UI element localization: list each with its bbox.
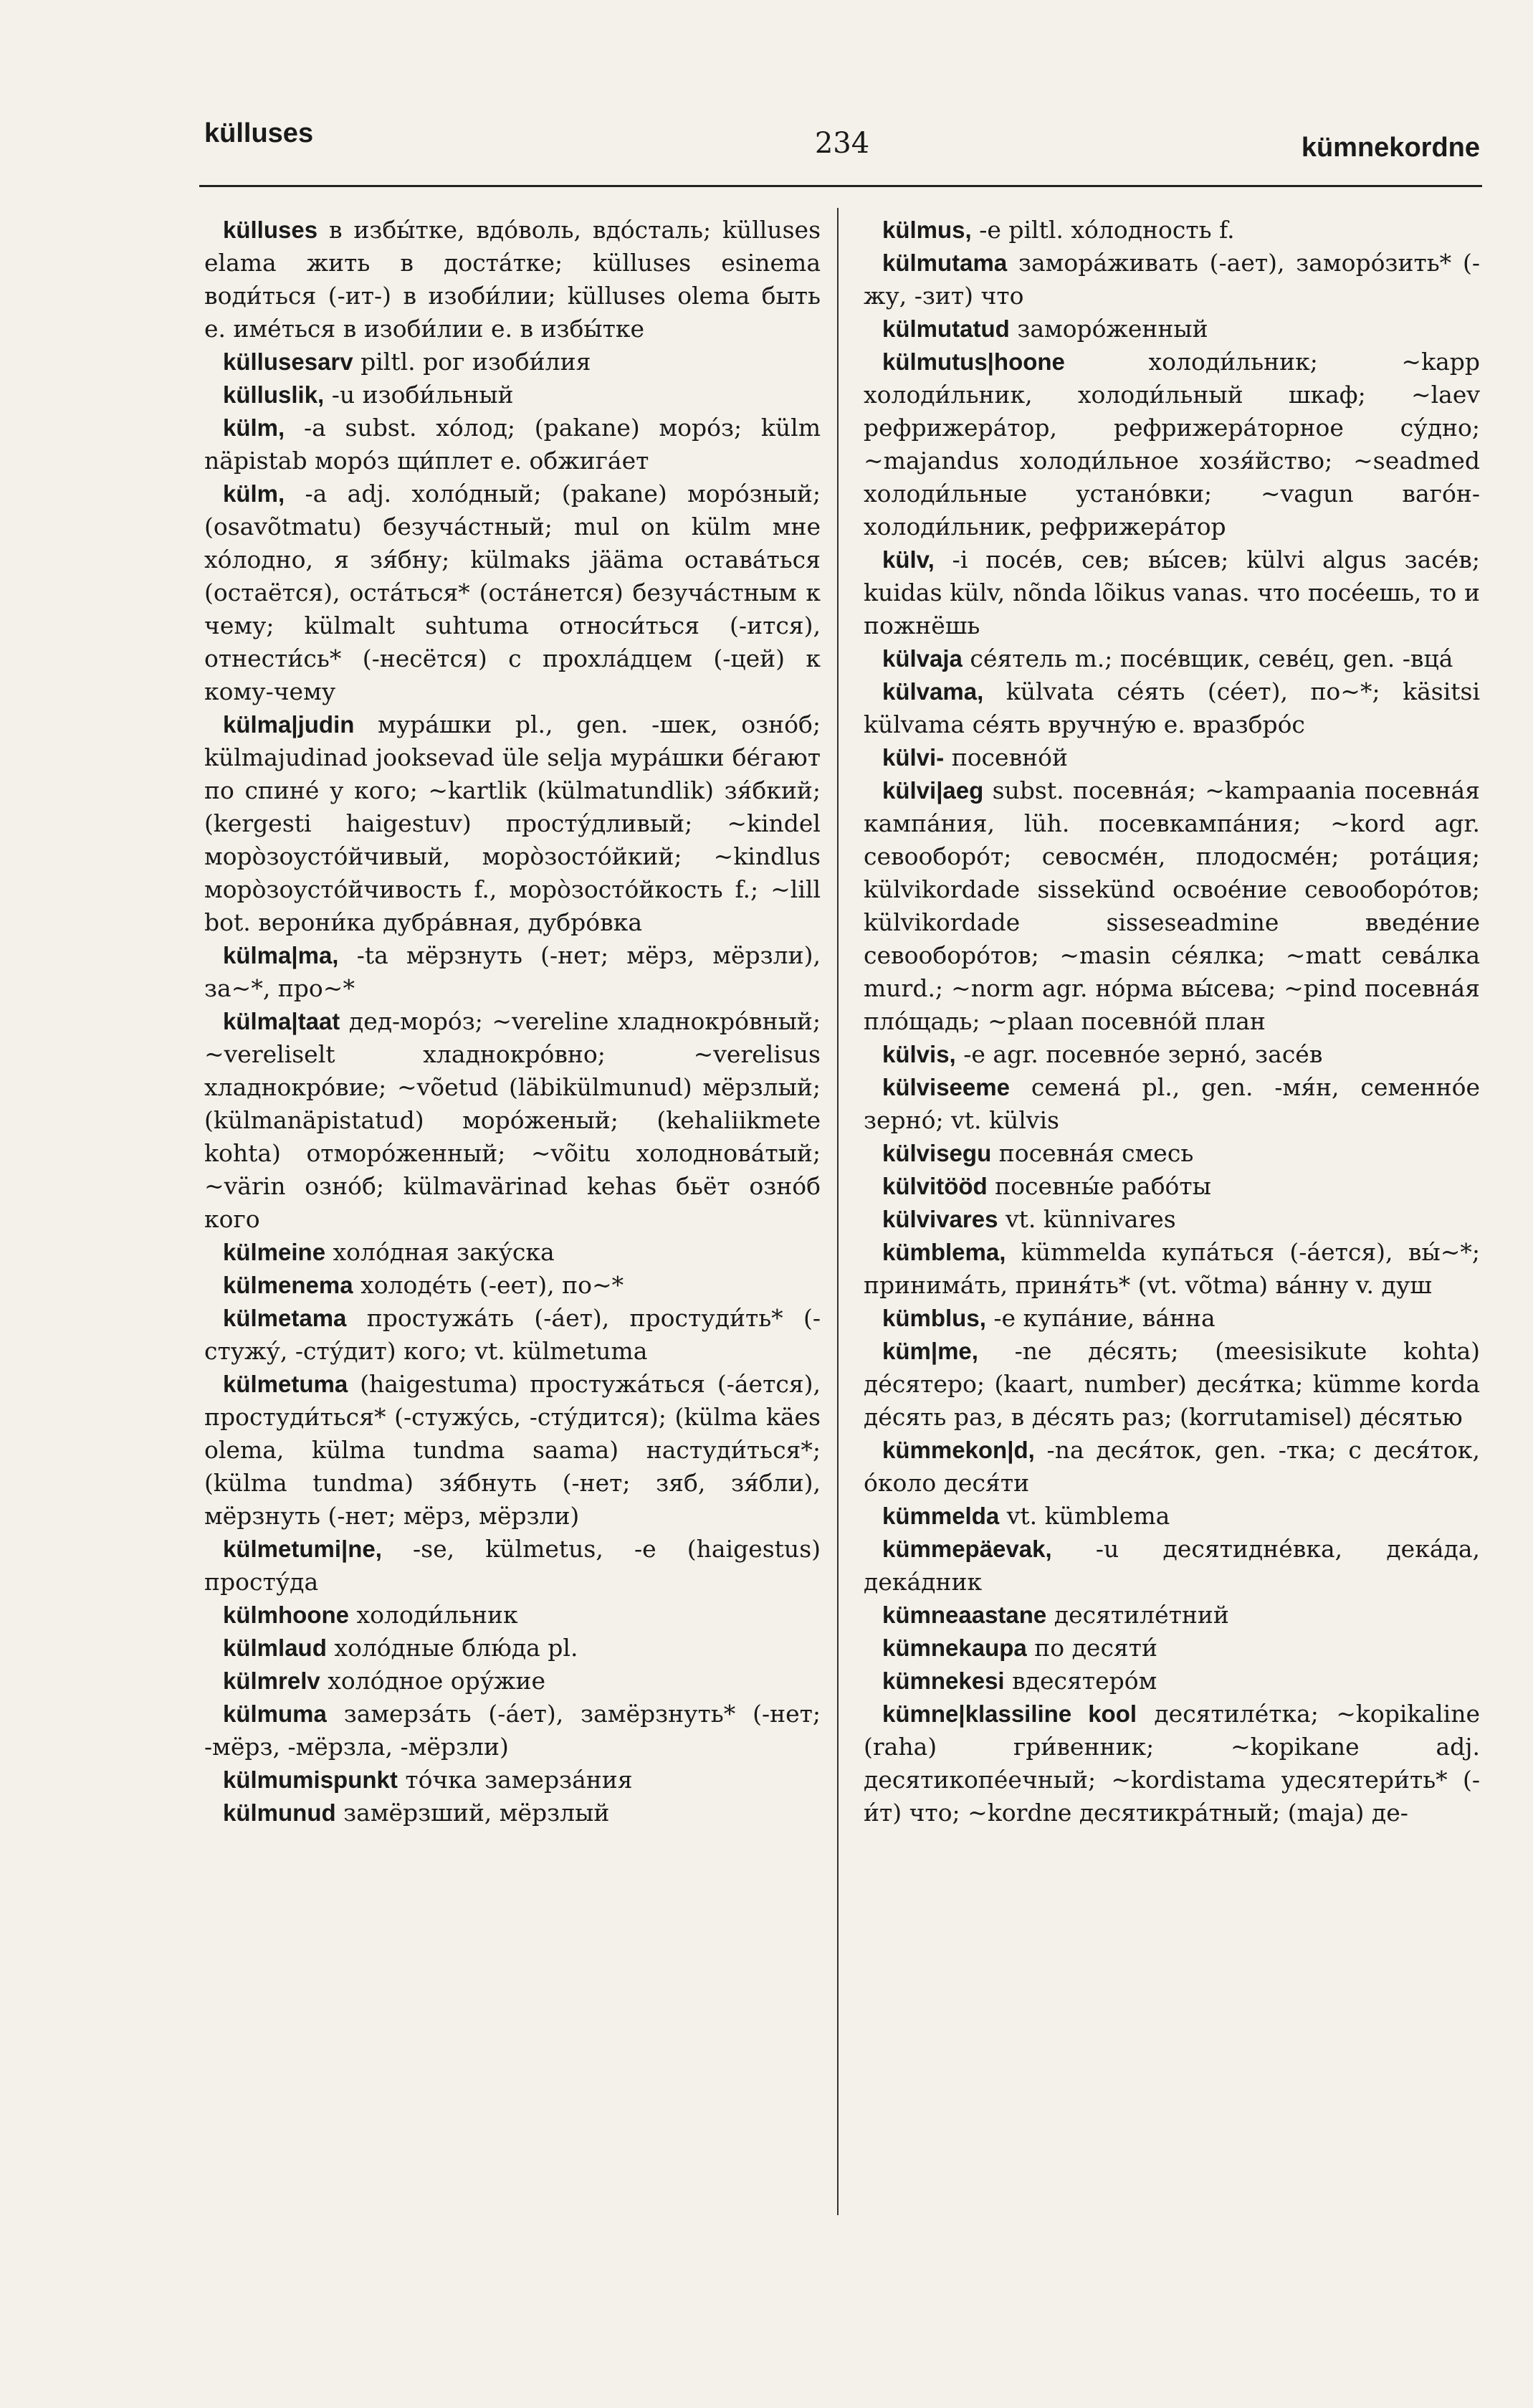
entry-headword: kümblema, (882, 1239, 1006, 1265)
entry-headword: külviseeme (882, 1074, 1010, 1100)
entry-headword: kümblus, (882, 1305, 986, 1331)
entry-headword: kümne|klassiline kool (882, 1700, 1137, 1727)
entry-definition: külvata се́ять (се́ет), по~*; käsitsi külvama се́ять вручну́ю e. вразбро́с (864, 677, 1480, 738)
dictionary-entry (864, 1236, 1480, 1302)
dictionary-entry (864, 1500, 1480, 1533)
entry-definition: замерза́ть (-а́ет), замёрзнуть* (-нет; -мёрз, -мёрзла, -мёрзли) (204, 1700, 821, 1761)
entry-headword: külmutama (882, 249, 1008, 276)
entry-headword: külma|judin (223, 711, 355, 738)
entry-headword: külmetumi|ne, (223, 1536, 382, 1562)
dictionary-entry (864, 675, 1480, 741)
dictionary-entry (204, 214, 821, 346)
dictionary-entry (864, 741, 1480, 774)
entry-headword: külv, (882, 546, 935, 573)
entry-definition: -e купа́ние, ва́нна (985, 1304, 1216, 1332)
header-left-guide-word: külluses (204, 118, 314, 148)
entry-headword: külvivares (882, 1206, 998, 1232)
entry-definition: посевна́я смесь (991, 1139, 1194, 1167)
entry-definition: -u изоби́льный (324, 381, 514, 409)
dictionary-entry (204, 477, 821, 708)
entry-definition: посевны́е рабо́ты (987, 1172, 1211, 1200)
entry-headword: kümmekon|d, (882, 1437, 1035, 1463)
entry-headword: külmetuma (223, 1371, 348, 1397)
dictionary-entry (204, 1533, 821, 1599)
dictionary-entry (864, 1170, 1480, 1203)
entry-headword: külvi|aeg (882, 777, 984, 804)
entry-headword: külma|taat (223, 1008, 340, 1034)
entry-definition: subst. посевна́я; ~kampaania посевна́я кампа́ния, lüh. посевкампа́ния; ~kord agr. севооборо́т; севосме́н, плодосме́н; рота́ция; külvikordade sissekünd освое́ние севооборо́тов; külvikordade sisseseadmine введе́ние севооборо́тов; ~masin се́ялка; ~matt сева́лка murd.; ~norm agr. но́рма вы́сева; ~pind посевна́я пло́щадь; ~plaan посевно́й план (864, 776, 1480, 1035)
entry-definition: десятиле́тний (1046, 1601, 1229, 1629)
entry-definition: заморо́женный (1009, 315, 1208, 343)
entry-headword: külvisegu (882, 1140, 992, 1166)
dictionary-entry (204, 346, 821, 379)
entry-definition: по десяти́ (1026, 1634, 1157, 1662)
entry-definition: замёрзший, мёрзлый (335, 1799, 610, 1827)
entry-definition: се́ятель m.; посе́вщик, севе́ц, gen. -вца́ (962, 644, 1453, 672)
dictionary-entry (204, 379, 821, 411)
entry-definition: -ta мёрзнуть (-нет; мёрз, мёрзли), за~*, про~* (204, 941, 821, 1002)
dictionary-entry (864, 346, 1480, 543)
entry-headword: külma|ma, (223, 942, 339, 969)
dictionary-entry (864, 1599, 1480, 1632)
running-header (204, 118, 1480, 168)
dictionary-entry (864, 1533, 1480, 1599)
dictionary-entry (204, 1269, 821, 1302)
dictionary-entry (204, 1665, 821, 1698)
entry-definition: простужа́ть (-а́ет), простуди́ть* (-стужу́, -сту́дит) кого; vt. külmetuma (204, 1304, 821, 1365)
dictionary-entry (204, 708, 821, 939)
entry-headword: külmunud (223, 1799, 336, 1826)
dictionary-entry (204, 1005, 821, 1236)
dictionary-entry (204, 1632, 821, 1665)
entry-definition: kümmelda купа́ться (-а́ется), вы́~*; принима́ть, приня́ть* (vt. võtma) ва́нну v. душ (864, 1238, 1480, 1299)
dictionary-entry (864, 1665, 1480, 1698)
dictionary-entry (864, 543, 1480, 642)
entry-definition: холоде́ть (-еет), по~* (353, 1271, 624, 1299)
dictionary-entry (864, 1302, 1480, 1335)
entry-definition: холоди́льник (349, 1601, 518, 1629)
entry-headword: külvis, (882, 1041, 956, 1067)
entry-definition: -ne де́сять; (meesisikute kohta) де́сятеро; (kaart, number) деся́тка; kümme korda де́сять раз, в де́сять раз; (korrutamisel) де́сятью (864, 1337, 1480, 1431)
dictionary-entry (204, 1797, 821, 1829)
entry-definition: замора́живать (-ает), заморо́зить* (-жу, -зит) что (864, 249, 1480, 310)
entry-headword: külmutus|hoone (882, 348, 1065, 375)
right-column (864, 214, 1480, 1829)
entry-headword: külmutatud (882, 315, 1010, 342)
entry-definition: холо́дные блю́да pl. (326, 1634, 578, 1662)
entry-definition: -i посе́в, сев; вы́сев; külvi algus засе́в; kuidas külv, nõnda lõikus vanas. что посе́ешь, то и пожнёшь (864, 546, 1480, 639)
entry-definition: десятиле́тка; ~kopikaline (raha) гри́венник; ~kopikane adj. десятикопе́ечный; ~kordistama удесятери́ть* (-и́т) что; ~kordne десятикра́тный; (maja) де- (864, 1700, 1480, 1827)
entry-definition: -a subst. хо́лод; (pakane) моро́з; külm näpistab моро́з щи́плет e. обжига́ет (204, 414, 821, 475)
dictionary-entry (204, 1764, 821, 1797)
column-divider (837, 208, 839, 2215)
entry-headword: kümnekaupa (882, 1634, 1027, 1661)
entry-definition: в избы́тке, вдо́воль, вдо́сталь; külluses elama жить в доста́тке; külluses esinema води́ться (-ит-) в изоби́лии; külluses olema быть e. име́ться в изоби́лии e. в избы́тке (204, 216, 821, 343)
entry-headword: külmlaud (223, 1634, 327, 1661)
entry-definition: (haigestuma) простужа́ться (-а́ется), простуди́ться* (-стужу́сь, -сту́дится); (külma käes olema, külma tundma saama) настуди́ться*; (külma tundma) зя́бнуть (-нет; зяб, зя́бли), мёрзнуть (-нет; мёрз, мёрзли) (204, 1370, 821, 1530)
entry-definition: -a adj. холо́дный; (pakane) моро́зный; (osavõtmatu) безуча́стный; mul on külm мне хо́лодно, я зя́бну; külmaks jääma остава́ться (остаётся), оста́ться* (оста́нется) безуча́стным к чему; külmalt suhtuma относи́ться (-ится), отнести́сь* (-несётся) с прохла́дцем (-цей) к кому-чему (204, 480, 821, 705)
entry-headword: kümmepäevak, (882, 1536, 1052, 1562)
entry-definition: -na деся́ток, gen. -тка; с деся́ток, о́коло деся́ти (864, 1436, 1480, 1497)
entry-headword: külmhoone (223, 1602, 350, 1628)
entry-definition: piltl. рог изоби́лия (353, 348, 591, 376)
entry-definition: холо́дная заку́ска (325, 1238, 555, 1266)
dictionary-entry (204, 411, 821, 477)
dictionary-entry (204, 1599, 821, 1632)
entry-headword: külmetama (223, 1305, 347, 1331)
dictionary-entry (204, 939, 821, 1005)
dictionary-entry (864, 1137, 1480, 1170)
entry-headword: külmus, (882, 216, 972, 243)
dictionary-entry (204, 1698, 821, 1764)
dictionary-entry (864, 1203, 1480, 1236)
entry-definition: холо́дное ору́жие (320, 1667, 546, 1695)
entry-definition: -e agr. посевно́е зерно́, засе́в (955, 1040, 1323, 1068)
entry-headword: külmuma (223, 1700, 327, 1727)
entry-headword: kümneaastane (882, 1602, 1047, 1628)
entry-definition: -se, külmetus, -e (haigestus) просту́да (204, 1535, 821, 1596)
entry-headword: külvama, (882, 678, 984, 705)
entry-definition: вдесятеро́м (1004, 1667, 1157, 1695)
dictionary-entry (864, 214, 1480, 247)
entry-definition: -u десятидне́вка, дека́да, дека́дник (864, 1535, 1480, 1596)
entry-definition: семена́ pl., gen. -мя́н, семенно́е зерно́; vt. külvis (864, 1073, 1480, 1134)
dictionary-entry (864, 247, 1480, 313)
entry-headword: külm, (223, 480, 285, 507)
dictionary-entry (864, 774, 1480, 1038)
entry-headword: külvaja (882, 645, 963, 672)
dictionary-entry (204, 1236, 821, 1269)
dictionary-entry (204, 1368, 821, 1533)
entry-headword: külm, (223, 414, 285, 441)
entry-definition: мура́шки pl., gen. -шек, озно́б; külmajudinad jooksevad üle selja мура́шки бе́гают по спине́ у кого; ~kartlik (külmatundlik) зя́бкий; (kergesti haigestuv) просту́дливый; ~kindel моро̀зоусто́йчивый, моро̀зосто́йкий; ~kindlus моро̀зоусто́йчивость f., моро̀зосто́йкость f.; ~lill bot. верони́ка дубра́вная, дубро́вка (204, 710, 821, 936)
entry-headword: küllusesarv (223, 348, 353, 375)
header-rule (199, 185, 1482, 187)
left-column (204, 214, 821, 1829)
entry-headword: külvi- (882, 744, 945, 771)
entry-headword: külluses (223, 216, 318, 243)
entry-headword: kümmelda (882, 1503, 1000, 1529)
header-right-guide-word: kümnekordne (1301, 133, 1480, 163)
entry-headword: külvitööd (882, 1173, 988, 1199)
dictionary-entry (864, 1434, 1480, 1500)
page-number: 234 (814, 127, 870, 160)
dictionary-entry (864, 1038, 1480, 1071)
entry-headword: küm|me, (882, 1338, 978, 1364)
dictionary-entry (864, 313, 1480, 346)
entry-headword: külmrelv (223, 1667, 320, 1694)
dictionary-entry (864, 1071, 1480, 1137)
entry-definition: посевно́й (944, 743, 1069, 771)
dictionary-entry (864, 1632, 1480, 1665)
dictionary-entry (864, 1335, 1480, 1434)
entry-headword: külluslik, (223, 381, 325, 408)
entry-headword: külmeine (223, 1239, 326, 1265)
entry-definition: то́чка замерза́ния (397, 1766, 633, 1794)
entry-definition: vt. kümblema (999, 1502, 1170, 1530)
dictionary-entry (864, 1698, 1480, 1829)
entry-definition: холоди́льник; ~kapp холоди́льник, холоди́льный шкаф; ~laev рефрижера́тор, рефрижера́торное су́дно; ~majandus холоди́льное хозя́йство; ~seadmed холоди́льные устано́вки; ~vagun ваго́н-холоди́льник, рефрижера́тор (864, 348, 1480, 541)
dictionary-entry (864, 642, 1480, 675)
entry-definition: vt. künnivares (998, 1205, 1176, 1233)
entry-definition: дед-моро́з; ~vereline хладнокро́вный; ~vereliselt хладнокро́вно; ~verelisus хладнокро́вие; ~võetud (läbikülmunud) мёрзлый; (külmanäpistatud) моро́женый; (kehaliikmete kohta) отморо́женный; ~võitu холоднова́тый; ~värin озно́б; külmavärinad kehas бьёт озно́б кого (204, 1007, 821, 1233)
entry-headword: külmenema (223, 1272, 353, 1298)
entry-definition: -e piltl. хо́лодность f. (971, 216, 1235, 244)
entry-headword: külmumispunkt (223, 1766, 398, 1793)
dictionary-entry (204, 1302, 821, 1368)
entry-headword: kümnekesi (882, 1667, 1005, 1694)
